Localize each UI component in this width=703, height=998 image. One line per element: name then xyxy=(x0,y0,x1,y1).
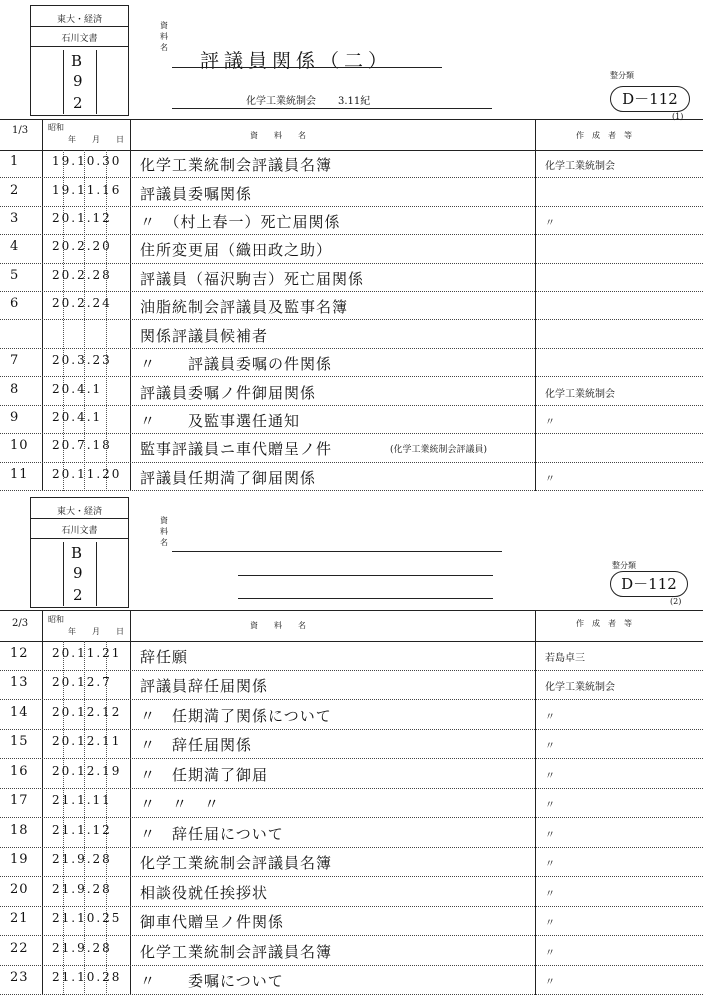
page-indicator: 1/3 xyxy=(12,125,29,136)
row-author: 〃 xyxy=(545,711,555,723)
class-label: 整分類 xyxy=(610,71,634,80)
row-author: 〃 xyxy=(545,977,555,989)
header-year: 年 xyxy=(68,627,76,636)
row-date: 21.9.28 xyxy=(52,852,112,867)
row-number: 19 xyxy=(10,852,29,868)
row-author: 化学工業統制会 xyxy=(545,388,615,400)
row-number: 10 xyxy=(10,438,29,454)
header-material: 資 料 名 xyxy=(250,131,306,140)
row-author: 〃 xyxy=(545,218,555,230)
row-author: 〃 xyxy=(545,770,555,782)
table-row xyxy=(0,321,703,349)
stamp-code-3: 2 xyxy=(73,94,84,112)
doc-code: D－112 xyxy=(610,86,690,112)
stamp-org: 東大・経済 xyxy=(56,15,102,25)
material-name: 〃 （村上春一）死亡届関係 xyxy=(140,213,341,232)
material-name: 評議員委嘱関係 xyxy=(140,184,253,203)
row-number: 23 xyxy=(10,970,29,986)
row-author: 若島卓三 xyxy=(545,652,585,664)
material-name: 〃 委嘱について xyxy=(140,972,284,991)
row-date: 20.1.12 xyxy=(52,211,112,226)
class-label: 整分類 xyxy=(612,561,636,570)
table-row xyxy=(0,936,703,966)
material-name: 化学工業統制会評議員名簿 xyxy=(140,942,333,961)
table-row xyxy=(0,349,703,377)
material-name: 評議員辞任届関係 xyxy=(140,677,269,696)
material-note: (化学工業統制会評議員) xyxy=(390,445,488,456)
row-author: 〃 xyxy=(545,473,555,485)
material-name: 〃 辞任届関係 xyxy=(140,736,253,755)
archive-stamp xyxy=(30,5,129,116)
row-date: 20.2.24 xyxy=(52,296,112,311)
row-number: 6 xyxy=(10,296,20,312)
row-author: 〃 xyxy=(545,888,555,900)
material-name: 〃 評議員委嘱の件関係 xyxy=(140,355,333,374)
table-row xyxy=(0,178,703,206)
row-author: 〃 xyxy=(545,741,555,753)
row-number: 14 xyxy=(10,704,29,720)
row-date: 21.1.11 xyxy=(52,793,112,808)
row-date: 21.1.12 xyxy=(52,822,112,837)
table-row xyxy=(0,292,703,320)
table-row xyxy=(0,641,703,671)
row-date: 20.12.19 xyxy=(52,763,122,778)
sheet-title: 評議員関係（二） xyxy=(200,50,393,72)
row-number: 9 xyxy=(10,409,20,425)
table-row xyxy=(0,463,703,491)
material-name: 辞任願 xyxy=(140,647,189,666)
row-date: 20.12.7 xyxy=(52,675,112,690)
row-date: 20.4.1 xyxy=(52,381,103,396)
row-number: 11 xyxy=(10,466,29,482)
row-date: 20.2.28 xyxy=(52,267,112,282)
material-name: 評議員（福沢駒吉）死亡届関係 xyxy=(140,269,365,288)
material-name: 評議員委嘱ノ件御届関係 xyxy=(140,383,317,402)
row-date: 20.4.1 xyxy=(52,409,103,424)
stamp-code-2: 9 xyxy=(73,564,84,582)
record-list xyxy=(0,641,703,995)
header-month: 月 xyxy=(92,627,100,636)
row-date: 19.10.30 xyxy=(52,154,122,169)
stamp-code-2: 9 xyxy=(73,72,84,90)
table-row xyxy=(0,434,703,462)
header-day: 日 xyxy=(116,135,124,144)
header-author: 作 成 者 等 xyxy=(576,619,632,628)
table-row xyxy=(0,759,703,789)
table-row xyxy=(0,877,703,907)
row-author: 〃 xyxy=(545,800,555,812)
material-name: 評議員任期満了御届関係 xyxy=(140,468,317,487)
row-author: 〃 xyxy=(545,947,555,959)
material-name: 〃 任期満了関係について xyxy=(140,706,332,725)
row-number: 12 xyxy=(10,645,29,661)
row-author: 化学工業統制会 xyxy=(545,161,615,173)
table-row xyxy=(0,264,703,292)
doc-code: D－112 xyxy=(610,571,688,597)
row-number: 22 xyxy=(10,940,29,956)
material-name: 〃 〃 〃 xyxy=(140,795,221,814)
archive-stamp xyxy=(30,497,129,608)
row-number: 5 xyxy=(10,267,20,283)
row-date: 20.2.20 xyxy=(52,239,112,254)
material-name: 関係評議員候補者 xyxy=(140,326,269,345)
stamp-collection: 石川文書 xyxy=(61,34,98,44)
header-month: 月 xyxy=(92,135,100,144)
row-number: 16 xyxy=(10,763,29,779)
material-name: 〃 辞任届について xyxy=(140,824,284,843)
row-date: 20.12.11 xyxy=(52,734,122,749)
row-author: 〃 xyxy=(545,918,555,930)
row-number: 15 xyxy=(10,734,29,750)
row-number: 4 xyxy=(10,239,20,255)
material-name: 相談役就任挨拶状 xyxy=(140,883,269,902)
row-date: 20.7.18 xyxy=(52,438,112,453)
row-number: 3 xyxy=(10,211,20,227)
table-row xyxy=(0,789,703,819)
table-row xyxy=(0,848,703,878)
material-name: 化学工業統制会評議員名簿 xyxy=(140,156,333,175)
row-date: 21.9.28 xyxy=(52,881,112,896)
material-name: 監事評議員ニ車代贈呈ノ件 xyxy=(140,440,333,459)
row-number: 1 xyxy=(10,154,20,170)
header-material: 資 料 名 xyxy=(250,621,306,630)
table-row xyxy=(0,730,703,760)
row-author: 〃 xyxy=(545,416,555,428)
row-number: 18 xyxy=(10,822,29,838)
table-row xyxy=(0,700,703,730)
table-row xyxy=(0,907,703,937)
row-date: 20.11.20 xyxy=(52,466,122,481)
header-year: 年 xyxy=(68,135,76,144)
header-era: 昭和 xyxy=(48,123,64,132)
table-row xyxy=(0,207,703,235)
header-day: 日 xyxy=(116,627,124,636)
row-number: 13 xyxy=(10,675,29,691)
material-name: 住所変更届（織田政之助） xyxy=(140,241,333,260)
sheet-number: (1) xyxy=(672,112,684,121)
row-author: 〃 xyxy=(545,859,555,871)
row-date: 21.10.28 xyxy=(52,970,122,985)
row-date: 19.11.16 xyxy=(52,182,122,197)
row-date: 20.11.21 xyxy=(52,645,122,660)
table-row xyxy=(0,818,703,848)
page-indicator: 2/3 xyxy=(12,618,29,629)
material-label: 資 料 名 xyxy=(160,21,168,52)
row-author: 化学工業統制会 xyxy=(545,682,615,694)
stamp-collection: 石川文書 xyxy=(61,526,98,536)
row-number: 17 xyxy=(10,793,29,809)
row-number: 2 xyxy=(10,182,20,198)
row-date: 20.12.12 xyxy=(52,704,122,719)
row-date: 21.10.25 xyxy=(52,911,122,926)
sheet-number: (2) xyxy=(670,597,682,606)
row-date: 20.3.23 xyxy=(52,353,112,368)
subtitle-note: 3.11紀 xyxy=(338,96,371,107)
material-label: 資 料 名 xyxy=(160,516,168,547)
stamp-org: 東大・経済 xyxy=(56,507,102,517)
material-name: 〃 及監事選任通知 xyxy=(140,411,301,430)
material-name: 油脂統制会評議員及監事名簿 xyxy=(140,298,349,317)
table-row xyxy=(0,377,703,405)
table-row xyxy=(0,966,703,996)
material-name: 御車代贈呈ノ件関係 xyxy=(140,913,285,932)
sheet-subtitle: 化学工業統制会 xyxy=(246,96,316,107)
stamp-code-1: B xyxy=(71,544,84,562)
material-name: 〃 任期満了御届 xyxy=(140,765,269,784)
stamp-code-1: B xyxy=(71,52,84,70)
table-row xyxy=(0,235,703,263)
row-author: 〃 xyxy=(545,829,555,841)
row-number: 7 xyxy=(10,353,20,369)
table-row xyxy=(0,150,703,178)
record-list xyxy=(0,150,703,491)
stamp-code-3: 2 xyxy=(73,586,84,604)
header-era: 昭和 xyxy=(48,615,64,624)
table-row xyxy=(0,671,703,701)
header-author: 作 成 者 等 xyxy=(576,131,632,140)
row-date: 21.9.28 xyxy=(52,940,112,955)
table-row xyxy=(0,406,703,434)
row-number: 21 xyxy=(10,911,29,927)
row-number: 8 xyxy=(10,381,20,397)
row-number: 20 xyxy=(10,881,29,897)
material-name: 化学工業統制会評議員名簿 xyxy=(140,854,333,873)
